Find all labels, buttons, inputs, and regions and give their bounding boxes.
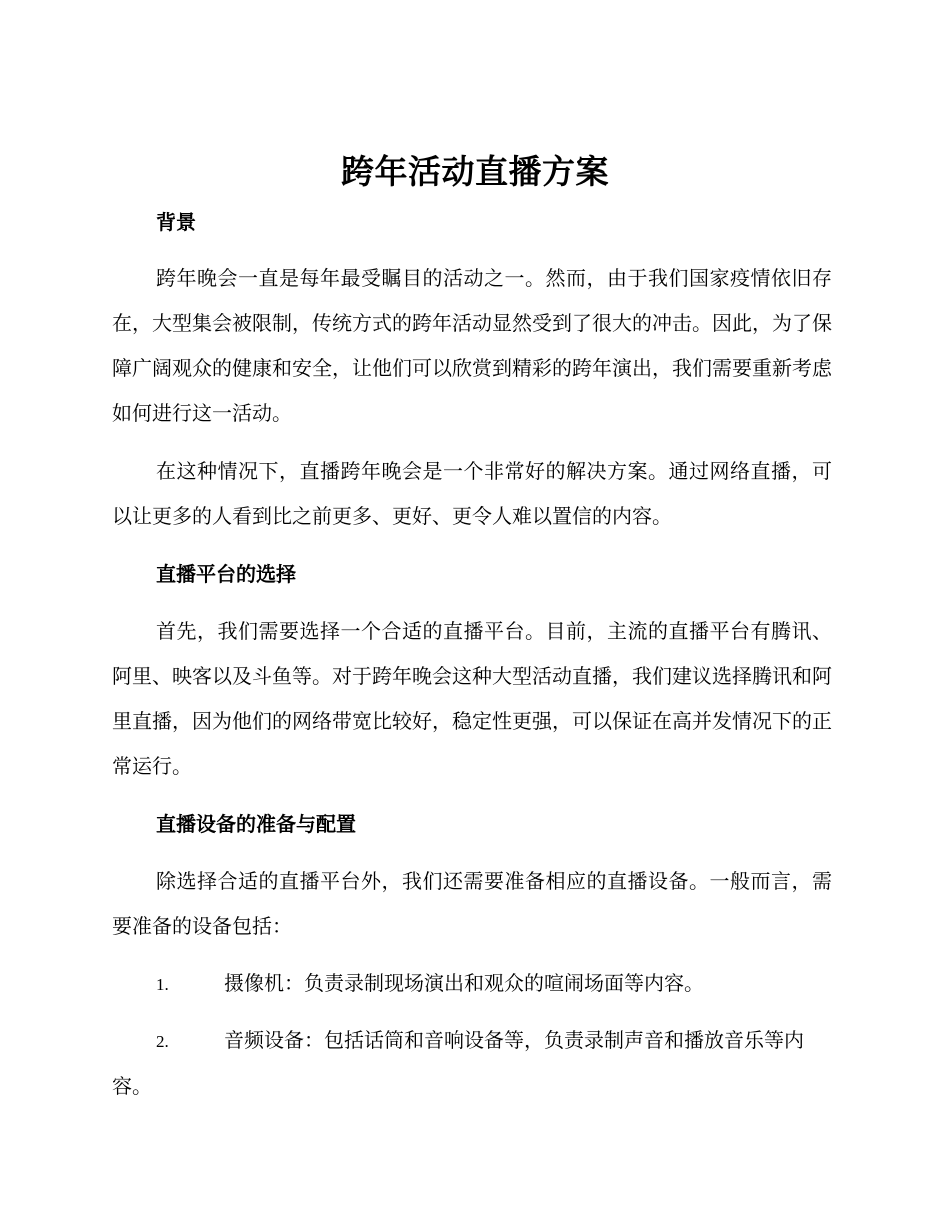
list-item: [112, 961, 832, 1007]
list-item-text: 音频设备：包括话筒和音响设备等，负责录制声音和播放音乐等内容。: [112, 1028, 804, 1098]
list-item: [112, 1018, 832, 1109]
document-title: 跨年活动直播方案: [341, 152, 609, 191]
section-heading-background: 背景: [156, 210, 196, 234]
platform-paragraph-1: 首先，我们需要选择一个合适的直播平台。目前，主流的直播平台有腾讯、阿里、映客以及斗鱼等。对于跨年晚会这种大型活动直播，我们建议选择腾讯和阿里直播，因为他们的网络带宽比较好，稳定性更强，可以保证在高并发情况下的正常运行。: [112, 619, 832, 778]
background-paragraph-2: 在这种情况下，直播跨年晚会是一个非常好的解决方案。通过网络直播，可以让更多的人看到比之前更多、更好、更令人难以置信的内容。: [112, 459, 832, 528]
section-heading-equipment: 直播设备的准备与配置: [156, 812, 356, 836]
list-item-number: 2.: [156, 1032, 169, 1051]
background-paragraph-1: 跨年晚会一直是每年最受瞩目的活动之一。然而，由于我们国家疫情依旧存在，大型集会被限制，传统方式的跨年活动显然受到了很大的冲击。因此，为了保障广阔观众的健康和安全，让他们可以欣赏到精彩的跨年演出，我们需要重新考虑如何进行这一活动。: [112, 266, 832, 425]
list-item-number: 1.: [156, 975, 169, 994]
section-heading-platform: 直播平台的选择: [156, 562, 296, 586]
equipment-paragraph-1: 除选择合适的直播平台外，我们还需要准备相应的直播设备。一般而言，需要准备的设备包括：: [112, 869, 832, 938]
list-item-text: 摄像机：负责录制现场演出和观众的喧闹场面等内容。: [224, 971, 704, 995]
